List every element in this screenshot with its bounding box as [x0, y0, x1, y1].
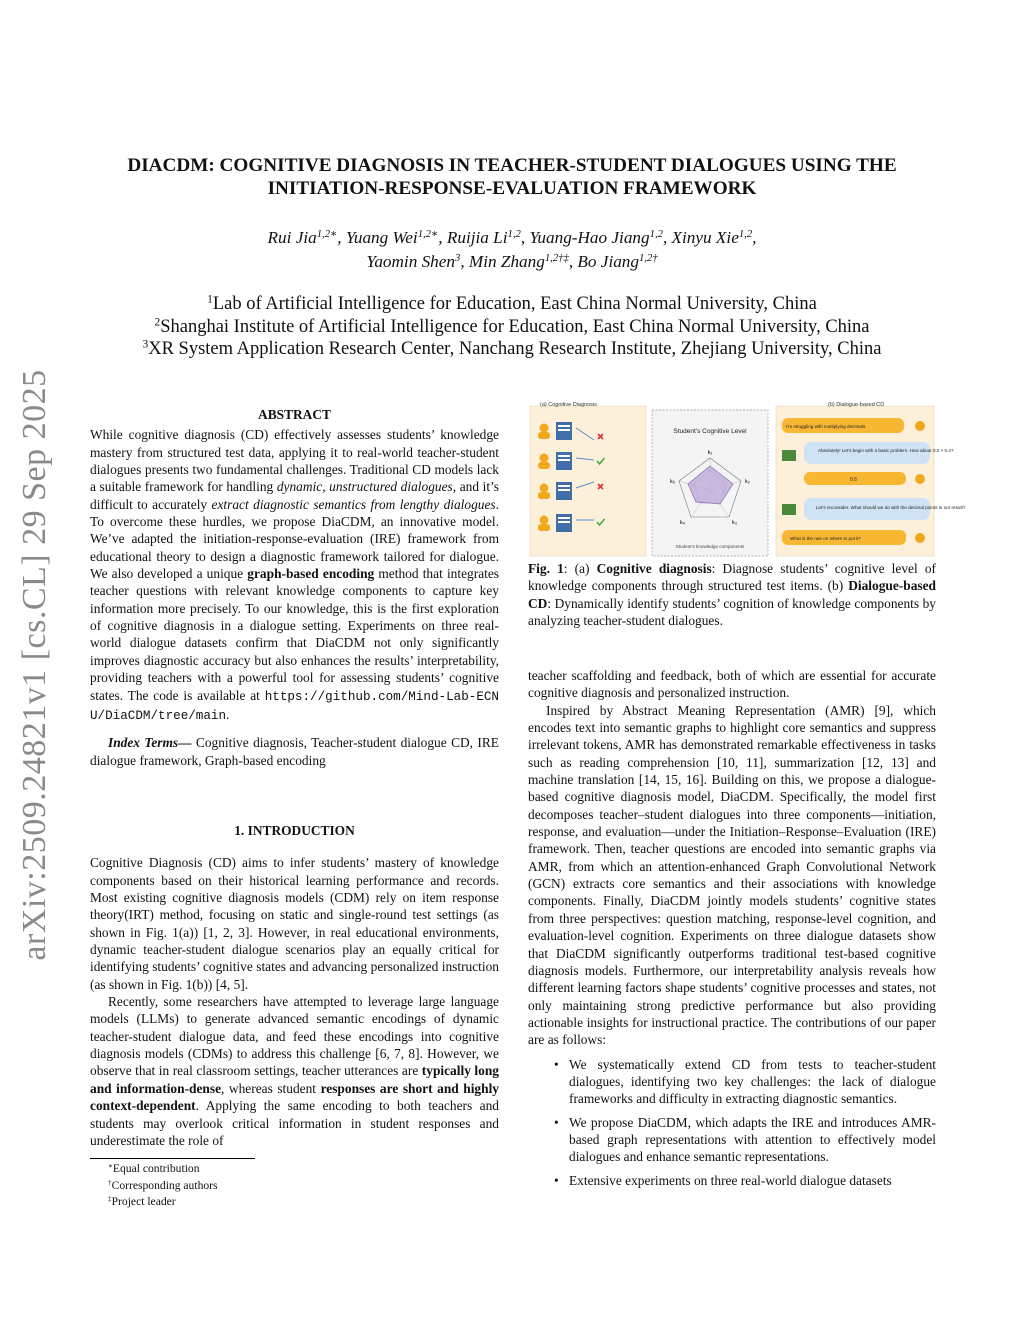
footnote-rule: [90, 1158, 255, 1159]
footnote: ‡Project leader: [108, 1195, 176, 1208]
code-link[interactable]: https://github.com/Mind-Lab-ECNU/DiaCDM/tree/main: [90, 689, 499, 723]
author: Ruijia Li: [446, 228, 508, 247]
radar-label: k₂: [745, 479, 750, 485]
contribution-item: • We systematically extend CD from tests to teacher-student dialogues, identifying two key challenges: the lack of dialogue frameworks and difficulty in extracting diagnostic semantics.: [554, 1056, 936, 1107]
svg-text:I’m struggling with multiplyin: I’m struggling with multiplying decimals.: [786, 424, 867, 429]
abstract-text: While cognitive diagnosis (CD) effectively assesses students’ knowledge mastery from structured test data, applying it to real-world teacher-student dialogues presents two fundamental challenges. Traditional CD models lack a suitable framework for handling dynamic, unstructured dialogues, and it’s difficult to accurately extract diagnostic semantics from lengthy dialogues. To overcome these hurdles, we propose DiaCDM, an innovative model. We’ve adapted the initiation-response-evaluation (IRE) framework from educational theory to design a diagnostic framework tailored for dialogue. We also developed a unique graph-based encoding method that integrates teacher questions with relevant knowledge components to capture key information more precisely. To our knowledge, this is the first exploration of cognitive diagnosis in a dialogue setting. Experiments on three real-world dialogue datasets confirm that DiaCDM not only significantly improves diagnostic accuracy but also enhances the results’ interpretability, providing teachers with a powerful tool for assessing students’ cognitive states. The code is available at https://github.com/Mind-Lab-ECNU/DiaCDM/tree/main.: [90, 427, 500, 723]
arxiv-stamp: arXiv:2509.24821v1 [cs.CL] 29 Sep 2025: [16, 369, 53, 961]
abstract-heading: ABSTRACT: [258, 407, 331, 422]
panel-a-title: (a) Cognitive Diagnosis: [540, 402, 597, 408]
radar-label: k₁: [707, 450, 713, 456]
author: Xinyu Xie: [671, 228, 739, 247]
radar-label: k₄: [680, 520, 685, 526]
title-line-2: INITIATION-RESPONSE-EVALUATION FRAMEWORK: [267, 178, 757, 199]
author: Yaomin Shen: [366, 252, 455, 271]
author-line-1: Rui Jia$^{1,2∗}$, Yuang Wei$^{1,2∗}$, Ruijia Li$^{1,2}$, Yuang-Hao Jiang$^{1,2}$, Xinyu Xie$^{1,2}$,: [267, 228, 757, 247]
svg-text:Absolutely! Let’s begin with a: Absolutely! Let’s begin with a basic problem. How about 0.2 × 0.3?: [818, 448, 954, 453]
student-icon: [915, 533, 925, 543]
author: Rui Jia: [267, 228, 317, 247]
radar-label: k₃: [732, 520, 737, 526]
figure-1: [528, 400, 966, 558]
footnotes: [108, 1161, 488, 1211]
affiliation-1: $^1$Lab of Artificial Intelligence for Education, East China Normal University, China: [207, 293, 817, 314]
abstract-section: [90, 406, 499, 769]
svg-text:0.6: 0.6: [850, 477, 857, 483]
paragraph: teacher scaffolding and feedback, both of which are essential for accurate cognitive diagnosis and personalized instruction.: [528, 668, 936, 701]
teacher-icon: [782, 504, 796, 515]
figure-caption: Fig. 1: (a) Cognitive diagnosis: Diagnose students’ cognitive level of knowledge components through structured test items. (b) Dialogue-based CD: Dynamically identify students’ cognition of knowledge components by analyzing teacher-student dialogues.: [528, 561, 936, 629]
svg-text:What is the rule on where to p: What is the rule on where to put it?: [790, 536, 861, 541]
author: Yuang-Hao Jiang: [529, 228, 650, 247]
title-line-1: DIACDM: COGNITIVE DIAGNOSIS IN TEACHER-STUDENT DIALOGUES USING THE: [127, 155, 897, 176]
center-caption: Student’s knowledge components: [675, 544, 745, 549]
author: Min Zhang: [468, 252, 545, 271]
intro-paragraph-2: Recently, some researchers have attempted to leverage large language models (LLMs) to generate advanced semantic encodings of dynamic teacher-student dialogue data, and feed these encodings into cognitive diagnosis models (CDMs) to address this challenge [6, 7, 8]. However, we observe that in real classroom settings, teacher utterances are typically long and information-dense, whereas student responses are short and highly context-dependent. Applying the same encoding to both teachers and students may overlook critical information in student responses and underestimate the role of: [90, 994, 499, 1148]
index-terms: Index Terms— Cognitive diagnosis, Teacher-student dialogue CD, IRE dialogue framework, Graph-based encoding: [90, 735, 499, 768]
center-title: Student’s Cognitive Level: [673, 428, 747, 435]
svg-text:Let’s reconsider. What should: Let’s reconsider. What should we do with the decimal points in our result?: [816, 505, 966, 510]
affiliations: [80, 293, 944, 361]
author-list: [80, 226, 944, 274]
intro-heading: 1. INTRODUCTION: [234, 823, 355, 838]
author: Bo Jiang: [577, 252, 639, 271]
intro-section: [90, 822, 499, 1149]
right-column-text: [528, 667, 936, 1195]
contribution-item: • We propose DiaCDM, which adapts the IRE and introduces AMR-based graph representations with attention to effectively model dialogues and enhance semantic representations.: [554, 1114, 936, 1165]
student-icon: [915, 474, 925, 484]
panel-b-title: (b) Dialogue-based CD: [828, 402, 885, 408]
paragraph: Inspired by Abstract Meaning Representation (AMR) [9], which encodes text into semantic graphs to highlight core semantics and suppress irrelevant tokens, AMR has demonstrated remarkable effectiveness in tasks such as reading comprehension [10, 11], summarization [12, 13] and machine translation [14, 15, 16]. Building on this, we propose a dialogue-based cognitive diagnosis model, DiaCDM. Specifically, the model first decomposes teacher–student dialogues into three components—initiation, response, and evaluation—under the Initiation–Response–Evaluation (IRE) framework. Then, teacher questions are encoded into semantic graphs via AMR, from which an attention-enhanced Graph Convolutional Network (GCN) extracts core semantics and their associations with knowledge components. Finally, DiaCDM jointly models students’ cognitive states from three perspectives: question matching, response-level cognition, and evaluation-level cognition. Experiments on three dialogue datasets show that DiaCDM significantly outperforms traditional test-based cognitive diagnosis models. Furthermore, our interpretability analysis reveals how different learning factors shape students’ cognitive processes and states, not only maintaining strong predictive performance but also providing actionable insights for instructional practice. The contributions of our paper are as follows:: [528, 702, 936, 1048]
radar-label: k₅: [670, 479, 675, 485]
paper-title: [80, 154, 944, 200]
contribution-list: [528, 1056, 936, 1189]
teacher-icon: [782, 450, 796, 461]
bubble-teacher: [804, 442, 930, 464]
affiliation-2: $^2$Shanghai Institute of Artificial Intelligence for Education, East China Normal University, China: [154, 316, 870, 337]
student-icon: [915, 421, 925, 431]
intro-paragraph-1: Cognitive Diagnosis (CD) aims to infer students’ mastery of knowledge components based on their historical learning performance and records. Most existing cognitive diagnosis models (CDM) rely on item response theory(IRT) method, focusing on static and single-round test settings (as shown in Fig. 1(a)) [1, 2, 3]. However, in real educational environments, dynamic teacher-student dialogue scenarios play an equally critical for identifying students’ cognitive states and advancing personalized instruction (as shown in Fig. 1(b)) [4, 5].: [90, 855, 499, 992]
footnote: †Corresponding authors: [108, 1178, 218, 1192]
contribution-item: • Extensive experiments on three real-world dialogue datasets: [554, 1172, 892, 1188]
affiliation-3: $^3$XR System Application Research Center, Nanchang Research Institute, Zhejiang University, China: [142, 338, 882, 359]
author-line-2: Yaomin Shen$^3$, Min Zhang$^{1,2\dagger\ddagger}$, Bo Jiang$^{1,2\dagger}$: [366, 252, 658, 271]
author: Yuang Wei: [345, 228, 418, 247]
footnote: ∗Equal contribution: [108, 1162, 200, 1175]
